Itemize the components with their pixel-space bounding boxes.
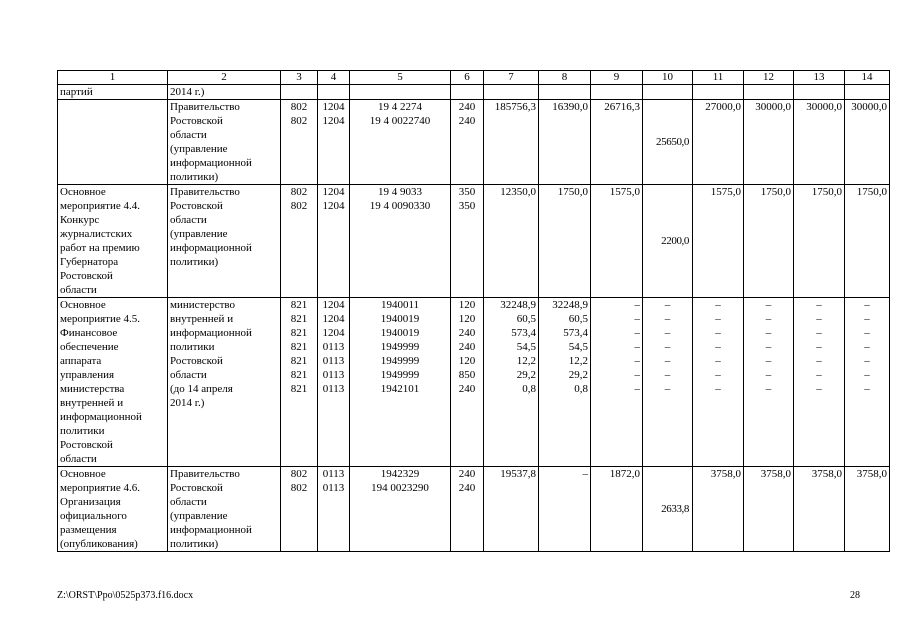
csr-code (350, 298, 451, 467)
year-amount (539, 298, 591, 467)
activity-name-line (60, 100, 165, 114)
rzpr-code-line: 0113 (322, 355, 345, 367)
csr-code-line: 1942329 (380, 468, 420, 480)
file-path-footer: Z:\ORST\Ppo\0525p373.f16.docx (57, 590, 194, 601)
activity-name-line: информационной (60, 411, 142, 423)
year-amount-line: – (664, 355, 671, 367)
year-amount-line: – (715, 341, 721, 353)
grbs-code-line: 821 (290, 327, 308, 339)
activity-name-line: внутренней и (60, 397, 124, 409)
continuation-col2: 2014 г.) (168, 85, 281, 100)
executor-name-line: (управление (170, 143, 228, 155)
column-number: 14 (845, 71, 890, 85)
year-amount-line: – (765, 383, 772, 395)
activity-name (58, 467, 168, 552)
csr-code-line: 1949999 (380, 369, 420, 381)
grbs-code (281, 185, 318, 298)
grbs-code-line: 802 (290, 200, 308, 212)
vr-code (451, 467, 484, 552)
year-amount-line: 1750,0 (557, 186, 588, 198)
year-amount-line: – (664, 313, 671, 325)
rzpr-code-line: 1204 (322, 101, 345, 113)
rzpr-code-line: 1204 (322, 200, 345, 212)
total-amount-line: 12,2 (516, 355, 536, 367)
year-amount-line: – (765, 313, 772, 325)
activity-name (58, 100, 168, 185)
grbs-code-line: 821 (290, 341, 308, 353)
column-number: 10 (643, 71, 693, 85)
executor-name-line: Ростовской (170, 482, 223, 494)
executor-name (168, 185, 281, 298)
executor-name-line: министерство (170, 299, 236, 311)
year-amount (794, 100, 845, 185)
csr-code-line: 19 4 0022740 (369, 115, 431, 127)
total-amount (484, 467, 539, 552)
csr-code-line: 1940019 (380, 313, 420, 325)
year-amount-line: – (765, 369, 772, 381)
grbs-code-line: 821 (290, 369, 308, 381)
rzpr-code-line: 0113 (322, 369, 345, 381)
activity-name-line: Основное (60, 468, 106, 480)
total-amount-line: 185756,3 (494, 101, 536, 113)
year-amount-line: – (864, 341, 870, 353)
year-amount-line: 1575,0 (609, 186, 640, 198)
year-amount-line: – (864, 313, 870, 325)
total-amount (484, 298, 539, 467)
column-number: 4 (318, 71, 350, 85)
activity-name-line: обеспечение (60, 341, 119, 353)
year-amount (539, 467, 591, 552)
year-amount (591, 185, 643, 298)
year-amount-line: – (634, 313, 640, 325)
year-amount-line: – (816, 355, 822, 367)
year-amount-line: 1575,0 (710, 186, 741, 198)
grbs-code-line: 802 (290, 101, 308, 113)
activity-block-row (58, 100, 890, 185)
column-number-row (58, 71, 890, 85)
year-amount (845, 298, 890, 467)
total-amount-line: 573,4 (511, 327, 536, 339)
year-amount-line: – (715, 313, 721, 325)
column-number: 6 (451, 71, 484, 85)
year-amount-line: – (715, 369, 721, 381)
csr-code-line: 1949999 (380, 341, 420, 353)
total-amount (484, 100, 539, 185)
year-amount-line: – (634, 369, 640, 381)
year-amount-line: – (664, 299, 671, 311)
executor-name-line: информационной (170, 157, 252, 169)
year-amount-line: – (765, 327, 772, 339)
year-amount-line: – (634, 341, 640, 353)
executor-name-line: внутренней и (170, 313, 234, 325)
activity-name-line: журналистских (60, 228, 133, 240)
csr-code (350, 100, 451, 185)
year-amount-line: 16390,0 (552, 101, 588, 113)
year-amount-line: 29,2 (568, 369, 588, 381)
vr-code-line: 850 (458, 369, 476, 381)
executor-name (168, 100, 281, 185)
csr-code-line: 19 4 9033 (378, 186, 422, 198)
vr-code-line: 240 (458, 101, 476, 113)
grbs-code-line: 821 (290, 383, 308, 395)
executor-name-line: политики) (170, 256, 219, 268)
activity-name-line: мероприятие 4.4. (60, 200, 141, 212)
executor-name-line: политики) (170, 538, 219, 550)
executor-name-line: Ростовской (170, 115, 223, 127)
executor-name (168, 298, 281, 467)
executor-name-line: политики) (170, 171, 219, 183)
year-amount-line: – (634, 383, 640, 395)
activity-name-line: Организация (60, 496, 121, 508)
executor-name-line: Правительство (170, 468, 240, 480)
year-amount-line: – (634, 299, 640, 311)
rzpr-code-line: 1204 (322, 186, 345, 198)
total-amount-line: 12350,0 (500, 186, 536, 198)
total-amount (484, 185, 539, 298)
vr-code-line: 120 (458, 313, 476, 325)
year-amount-line: – (582, 468, 588, 480)
activity-name-line: официального (60, 510, 127, 522)
year-amount (693, 100, 744, 185)
activity-name-line: области (60, 453, 97, 465)
year-amount-line: – (864, 327, 870, 339)
page-number: 28 (850, 590, 860, 601)
activity-name-line: Основное (60, 186, 106, 198)
vr-code-line: 350 (458, 186, 476, 198)
year-amount (539, 185, 591, 298)
column-number: 1 (58, 71, 168, 85)
year-amount-line: – (864, 383, 870, 395)
executor-name-line: 2014 г.) (170, 397, 205, 409)
grbs-code (281, 100, 318, 185)
executor-name-line: (до 14 апреля (170, 383, 233, 395)
year-amount-line: 30000,0 (851, 101, 887, 113)
budget-table (57, 70, 890, 552)
csr-code-line: 194 0023290 (371, 482, 429, 494)
year-amount-line: 1750,0 (856, 186, 887, 198)
year-amount (794, 298, 845, 467)
column-number: 11 (693, 71, 744, 85)
year-amount (845, 185, 890, 298)
rzpr-code-line: 0113 (322, 341, 345, 353)
rzpr-code (318, 185, 350, 298)
year-amount-line: – (864, 355, 870, 367)
executor-name-line: информационной (170, 327, 252, 339)
rzpr-code (318, 298, 350, 467)
grbs-code (281, 467, 318, 552)
activity-name-line: Губернатора (60, 256, 119, 268)
year-amount-line: – (816, 313, 822, 325)
year-amount-line: 0,8 (574, 383, 588, 395)
year-amount-line: – (864, 299, 870, 311)
executor-name-line: области (170, 214, 207, 226)
csr-code-line: 1942101 (380, 383, 420, 395)
year-amount-line: – (765, 341, 772, 353)
csr-code-line: 1940019 (380, 327, 420, 339)
vr-code-line: 350 (458, 200, 476, 212)
year-amount (591, 100, 643, 185)
year-amount (845, 100, 890, 185)
year-amount-line: 3758,0 (760, 468, 791, 480)
grbs-code-line: 821 (290, 355, 308, 367)
year-amount (744, 467, 794, 552)
activity-name-line: управления (60, 369, 115, 381)
year-amount-line: – (864, 369, 870, 381)
vr-code-line: 240 (458, 341, 476, 353)
activity-name-line: Конкурс (60, 214, 100, 226)
executor-name-line: Ростовской (170, 355, 223, 367)
year-amount-line: 12,2 (568, 355, 588, 367)
year-amount-line: 1872,0 (609, 468, 640, 480)
rzpr-code-line: 1204 (322, 327, 345, 339)
year-amount-line: 3758,0 (811, 468, 842, 480)
activity-name-line: мероприятие 4.6. (60, 482, 141, 494)
csr-code-line: 1940011 (380, 299, 420, 311)
vr-code (451, 185, 484, 298)
total-amount-line: 0,8 (522, 383, 536, 395)
year-amount-line: 27000,0 (705, 101, 741, 113)
grbs-code-line: 802 (290, 468, 308, 480)
activity-name (58, 185, 168, 298)
year-amount-line: 3758,0 (710, 468, 741, 480)
rzpr-code-line: 1204 (322, 115, 345, 127)
executor-name-line: Ростовской (170, 200, 223, 212)
year-amount (794, 467, 845, 552)
activity-name-line: Ростовской (60, 439, 113, 451)
year-amount: 2633,8 (643, 467, 693, 552)
total-amount-line: 29,2 (516, 369, 536, 381)
year-amount: 25650,0 (643, 100, 693, 185)
executor-name-line: политики (170, 341, 215, 353)
continuation-row (58, 85, 890, 100)
total-amount-line: 54,5 (516, 341, 536, 353)
column-number: 9 (591, 71, 643, 85)
year-amount (693, 467, 744, 552)
vr-code-line: 120 (458, 355, 476, 367)
column-number: 8 (539, 71, 591, 85)
year-amount-line: 1750,0 (811, 186, 842, 198)
grbs-code-line: 802 (290, 115, 308, 127)
executor-name-line: области (170, 369, 207, 381)
year-amount-line: – (816, 369, 822, 381)
total-amount-line: 60,5 (516, 313, 536, 325)
year-amount (643, 298, 693, 467)
year-amount-line: 60,5 (568, 313, 588, 325)
year-amount (591, 467, 643, 552)
year-amount: 2200,0 (643, 185, 693, 298)
year-amount-line: 32248,9 (552, 299, 588, 311)
vr-code-line: 120 (458, 299, 476, 311)
column-number: 13 (794, 71, 845, 85)
column-number: 2 (168, 71, 281, 85)
activity-name-line (60, 114, 165, 128)
executor-name-line: (управление (170, 510, 228, 522)
csr-code-line: 1949999 (380, 355, 420, 367)
year-amount-line: – (816, 327, 822, 339)
year-amount (539, 100, 591, 185)
year-amount (693, 185, 744, 298)
year-amount-line: – (664, 369, 671, 381)
executor-name-line: области (170, 496, 207, 508)
activity-block-row (58, 298, 890, 467)
grbs-code (281, 298, 318, 467)
activity-name-line (60, 128, 165, 142)
executor-name-line: (управление (170, 228, 228, 240)
year-amount (591, 298, 643, 467)
year-amount-line: – (634, 327, 640, 339)
csr-code (350, 185, 451, 298)
total-amount-line: 19537,8 (500, 468, 536, 480)
year-amount (845, 467, 890, 552)
activity-name-line: мероприятие 4.5. (60, 313, 141, 325)
vr-code-line: 240 (458, 115, 476, 127)
csr-code-line: 19 4 2274 (378, 101, 422, 113)
year-amount (744, 298, 794, 467)
year-amount (693, 298, 744, 467)
year-amount (794, 185, 845, 298)
column-number: 12 (744, 71, 794, 85)
executor-name-line: Правительство (170, 101, 240, 113)
year-amount-line: – (816, 383, 822, 395)
year-amount-line: 1750,0 (760, 186, 791, 198)
year-amount-line: – (634, 355, 640, 367)
column-number: 7 (484, 71, 539, 85)
year-amount-line: – (715, 355, 721, 367)
year-amount-line: – (765, 355, 772, 367)
year-amount-line: 3758,0 (856, 468, 887, 480)
year-amount-line: – (816, 341, 822, 353)
activity-name-line: работ на премию (60, 242, 140, 254)
total-amount-line: 32248,9 (500, 299, 536, 311)
rzpr-code (318, 467, 350, 552)
year-amount-line: 26716,3 (604, 101, 640, 113)
activity-name-line (60, 156, 165, 170)
activity-name-line: (опубликования) (60, 538, 138, 550)
rzpr-code-line: 0113 (322, 468, 345, 480)
year-amount-line: – (715, 383, 721, 395)
activity-name-line: министерства (60, 383, 125, 395)
year-amount (744, 100, 794, 185)
activity-block-row (58, 185, 890, 298)
vr-code-line: 240 (458, 383, 476, 395)
rzpr-code (318, 100, 350, 185)
year-amount-line: – (765, 299, 772, 311)
csr-code-line: 19 4 0090330 (369, 200, 431, 212)
activity-name-line: размещения (60, 524, 117, 536)
activity-name-line: Ростовской (60, 270, 113, 282)
rzpr-code-line: 1204 (322, 299, 345, 311)
activity-name-line (60, 142, 165, 156)
rzpr-code-line: 0113 (322, 482, 345, 494)
executor-name-line: области (170, 129, 207, 141)
year-amount-line: – (715, 327, 721, 339)
year-amount-line: – (816, 299, 822, 311)
vr-code-line: 240 (458, 482, 476, 494)
grbs-code-line: 802 (290, 482, 308, 494)
rzpr-code-line: 1204 (322, 313, 345, 325)
grbs-code-line: 821 (290, 299, 308, 311)
activity-name-line: Основное (60, 299, 106, 311)
rzpr-code-line: 0113 (322, 383, 345, 395)
year-amount-line: – (664, 383, 671, 395)
column-number: 5 (350, 71, 451, 85)
activity-block-row (58, 467, 890, 552)
year-amount-line: 30000,0 (806, 101, 842, 113)
vr-code (451, 100, 484, 185)
grbs-code-line: 802 (290, 186, 308, 198)
year-amount-line: 30000,0 (755, 101, 791, 113)
year-amount-line: 54,5 (568, 341, 588, 353)
executor-name (168, 467, 281, 552)
column-number: 3 (281, 71, 318, 85)
executor-name-line: информационной (170, 524, 252, 536)
executor-name-line: информационной (170, 242, 252, 254)
continuation-col1: партий (58, 85, 168, 100)
year-amount-line: – (664, 341, 671, 353)
vr-code (451, 298, 484, 467)
year-amount-line: – (664, 327, 671, 339)
activity-name-line: политики (60, 425, 105, 437)
activity-name-line: Финансовое (60, 327, 118, 339)
csr-code (350, 467, 451, 552)
executor-name-line: Правительство (170, 186, 240, 198)
vr-code-line: 240 (458, 468, 476, 480)
year-amount (744, 185, 794, 298)
grbs-code-line: 821 (290, 313, 308, 325)
year-amount-line: 573,4 (563, 327, 588, 339)
vr-code-line: 240 (458, 327, 476, 339)
activity-name-line: области (60, 284, 97, 296)
activity-name (58, 298, 168, 467)
year-amount-line: – (715, 299, 721, 311)
activity-name-line: аппарата (60, 355, 102, 367)
